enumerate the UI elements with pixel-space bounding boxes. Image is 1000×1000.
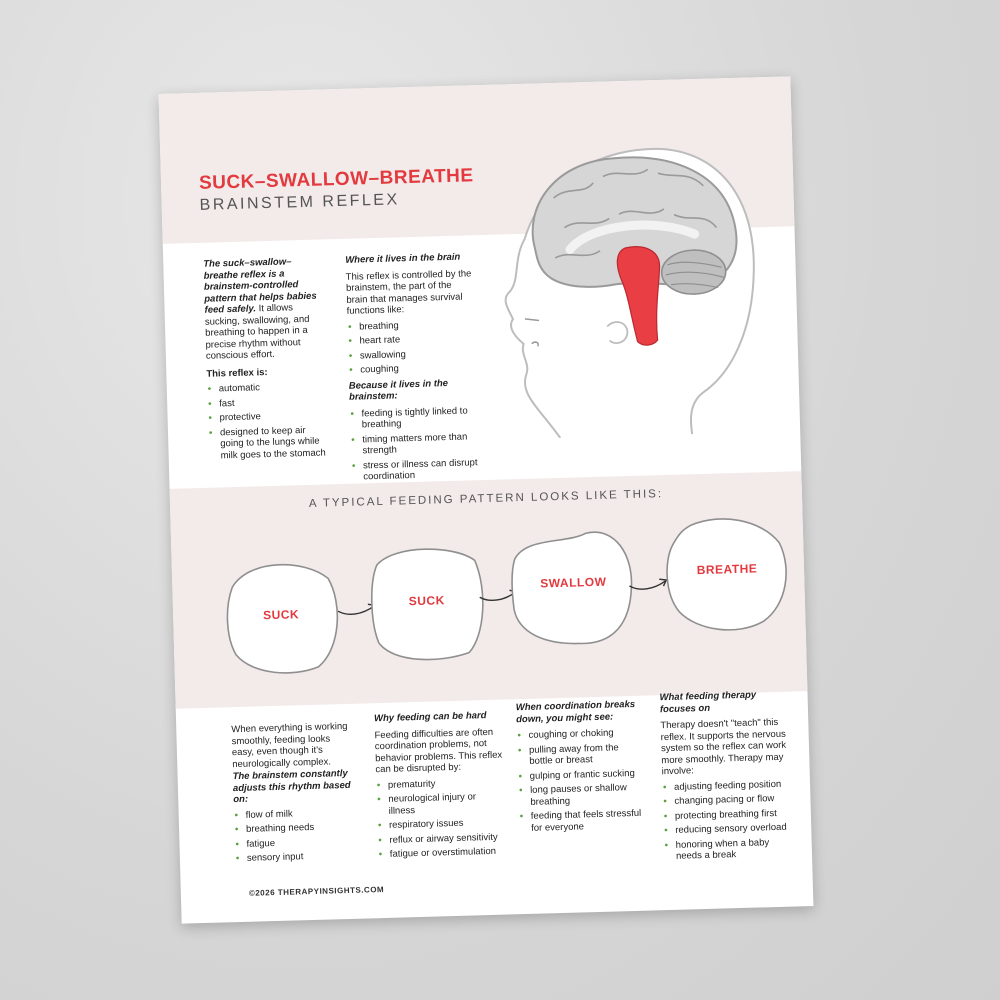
brain-text: This reflex is controlled by the brainstem, the part of the brain that manages survival functions like: xyxy=(345,267,472,317)
list-item: • automatic xyxy=(207,380,329,395)
baby-head-brain-illustration xyxy=(492,132,770,439)
col4-list xyxy=(662,778,794,863)
col1-list xyxy=(234,806,355,864)
list-item: • timing matters more than strength xyxy=(350,431,479,458)
col3-heading: When coordination breaks down, you might see: xyxy=(515,698,636,725)
brain-list xyxy=(347,318,476,377)
list-item: • fast xyxy=(207,395,329,410)
footer-copyright: ©2026 THERAPYINSIGHTS.COM xyxy=(248,884,385,898)
bottom-column-4 xyxy=(659,689,794,867)
bottom-column-2 xyxy=(374,710,506,865)
step-label: BREATHE xyxy=(696,561,758,578)
page-subtitle: BRAINSTEM REFLEX xyxy=(199,191,400,214)
col3-list xyxy=(516,727,645,834)
step-label: SUCK xyxy=(408,593,445,609)
list-item: • feeding that feels stressful for everyone xyxy=(519,808,646,835)
intro-lead-bold: The suck–swallow–breathe reflex is a brainstem-controlled pattern that helps babies feed safely. xyxy=(203,256,317,316)
list-item: • breathing needs xyxy=(234,821,354,836)
brain-sub-list xyxy=(349,405,479,484)
brain-sub-heading: Because it lives in the brainstem: xyxy=(348,377,449,403)
col4-text: Therapy doesn't "teach" this reflex. It supports the nervous system so the reflex can work more smoothly. Therapy may involve: xyxy=(660,716,787,778)
pattern-step-breathe xyxy=(661,513,794,637)
step-label: SUCK xyxy=(262,607,300,623)
col2-text: Feeding difficulties are often coordination problems, not behavior problems. This reflex can be disrupted by: xyxy=(374,726,503,776)
intro-column xyxy=(203,255,331,465)
list-item: • honoring when a baby needs a break xyxy=(664,836,795,863)
list-item: • swallowing xyxy=(348,347,476,362)
pattern-step-swallow xyxy=(506,526,641,652)
bottom-column-1 xyxy=(231,721,355,869)
intro-list xyxy=(207,380,331,461)
brain-heading: Where it lives in the brain xyxy=(345,251,461,266)
list-item: • adjusting feeding position xyxy=(662,778,792,793)
list-item: • gulping or frantic sucking xyxy=(518,767,644,782)
handout-page xyxy=(159,76,814,923)
list-item: • feeding is tightly linked to breathing xyxy=(349,405,478,432)
intro-lead-text: It allows sucking, swallowing, and breathing to happen in a precise rhythm without conscious effort. xyxy=(204,302,310,362)
list-item: • long pauses or shallow breathing xyxy=(518,782,645,809)
col1-text: When everything is working smoothly, feeding looks easy, even though it's neurologically complex. xyxy=(231,720,348,770)
list-item: • prematurity xyxy=(376,776,504,791)
brain-column xyxy=(345,251,479,487)
list-item: • sensory input xyxy=(235,850,355,865)
list-item: • pulling away from the bottle or breast xyxy=(517,741,644,768)
list-item: • fatigue xyxy=(234,835,354,850)
list-item: • designed to keep air going to the lungs while milk goes to the stomach xyxy=(208,424,331,462)
col1-bold: The brainstem constantly adjusts this rhythm based on: xyxy=(232,767,351,806)
list-item: • coughing or choking xyxy=(516,727,642,742)
list-item: • reflux or airway sensitivity xyxy=(377,831,505,846)
list-item: • fatigue or overstimulation xyxy=(378,846,506,861)
list-item: • protective xyxy=(207,409,329,424)
step-label: SWALLOW xyxy=(540,574,607,591)
pattern-step-suck-1 xyxy=(220,554,343,677)
list-item: • protecting breathing first xyxy=(663,807,793,822)
col4-heading: What feeding therapy focuses on xyxy=(659,689,757,715)
list-item: • heart rate xyxy=(347,332,475,347)
list-item: • stress or illness can disrupt coordination xyxy=(351,457,480,484)
col2-heading: Why feeding can be hard xyxy=(373,710,487,725)
page-title: SUCK–SWALLOW–BREATHE xyxy=(198,165,474,194)
intro-list-heading: This reflex is: xyxy=(206,366,268,380)
pattern-step-suck-2 xyxy=(366,540,487,663)
bottom-column-3 xyxy=(516,699,646,838)
list-item: • breathing xyxy=(347,318,475,333)
col2-list xyxy=(376,776,506,861)
list-item: • reducing sensory overload xyxy=(663,822,793,837)
list-item: • flow of milk xyxy=(234,806,354,821)
list-item: • coughing xyxy=(348,361,476,376)
list-item: • respiratory issues xyxy=(377,817,505,832)
pattern-heading: A TYPICAL FEEDING PATTERN LOOKS LIKE THIS: xyxy=(308,488,664,510)
list-item: • changing pacing or flow xyxy=(662,793,792,808)
list-item: • neurological injury or illness xyxy=(376,791,505,818)
